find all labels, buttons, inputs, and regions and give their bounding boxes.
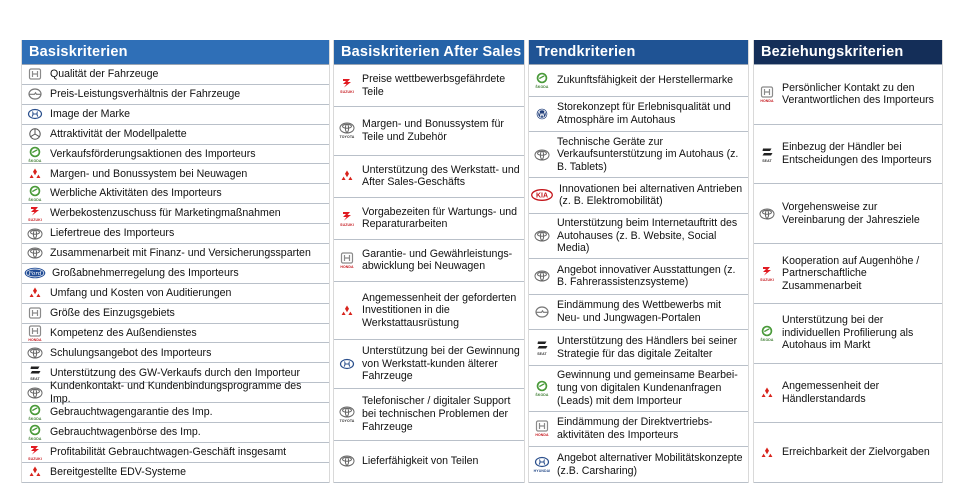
criterion-label: Gebrauchtwagenbörse des Imp. — [50, 426, 201, 439]
criterion-label: Margen- und Bonussystem bei Neuwagen — [50, 167, 248, 180]
criteria-row — [529, 366, 748, 412]
vw-icon — [532, 108, 552, 120]
brand-caption: SEAT — [762, 158, 772, 163]
criterion-label: Unterstützung des GW-Verkaufs durch den Importeur — [50, 366, 301, 379]
skoda-icon — [25, 185, 45, 202]
column-header: Basiskriterien — [22, 40, 329, 64]
criteria-row — [22, 463, 329, 483]
svg-text:Ford: Ford — [28, 271, 42, 278]
mitsubishi-icon — [337, 305, 357, 317]
criterion-label: Vorgehensweise zur Vereinbarung der Jahresziele — [782, 201, 920, 226]
criterion-label: Lieferfähigkeit von Teilen — [362, 455, 479, 468]
criteria-row — [22, 244, 329, 264]
criteria-row — [529, 412, 748, 448]
toyota-icon — [757, 208, 777, 220]
criteria-row — [754, 304, 942, 364]
toyota-icon — [25, 228, 45, 240]
criteria-row — [529, 132, 748, 178]
column-basiskriterien — [21, 40, 330, 483]
brand-caption: HONDA — [28, 337, 42, 342]
toyota-icon — [25, 387, 45, 399]
skoda-icon — [25, 424, 45, 441]
brand-caption: ŠKODA — [28, 417, 42, 422]
opel-icon — [25, 88, 45, 100]
criteria-row — [22, 264, 329, 284]
hyundai-icon — [25, 108, 45, 120]
criterion-label: Unterstützung bei der Gewinnung von Werkstatt-kunden älterer Fahrzeuge — [362, 345, 520, 383]
criterion-label: Preise wettbewerbsgefährdete Teile — [362, 72, 506, 98]
criteria-row — [754, 364, 942, 424]
brand-caption: SUZUKI — [340, 222, 354, 227]
toyota-icon — [25, 247, 45, 259]
criteria-row — [22, 204, 329, 224]
brand-caption: ŠKODA — [28, 198, 42, 203]
criteria-list — [334, 64, 524, 483]
brand-caption: ŠKODA — [28, 158, 42, 163]
column-header: Trendkriterien — [529, 40, 748, 64]
criterion-label: Unterstützung des Werkstatt- und After Sales-Geschäfts — [362, 163, 520, 189]
criteria-row — [529, 65, 748, 97]
mercedes-icon — [25, 128, 45, 140]
criteria-row — [334, 340, 524, 389]
suzuki-icon — [337, 210, 357, 227]
criteria-row — [22, 224, 329, 244]
criteria-row — [754, 65, 942, 125]
criterion-label: Eindämmung des Wettbewerbs mit Neu- und Jungwagen-Portalen — [557, 299, 722, 325]
criteria-row — [22, 65, 329, 85]
criteria-row — [754, 125, 942, 185]
toyota-icon — [337, 406, 357, 423]
toyota-icon — [532, 149, 552, 161]
suzuki-icon — [757, 265, 777, 282]
honda-icon — [532, 420, 552, 437]
column-header: Basiskriterien After Sales — [334, 40, 524, 64]
criteria-row — [754, 423, 942, 483]
brand-caption: SEAT — [537, 352, 547, 357]
criterion-label: Großabnehmerregelung des Importeurs — [52, 267, 239, 280]
criterion-label: Unterstützung des Händlers bei seiner Strategie für das digitale Zeitalter — [557, 335, 738, 360]
brand-caption: HONDA — [340, 264, 354, 269]
criteria-row — [529, 330, 748, 366]
skoda-icon — [25, 146, 45, 163]
hyundai-icon — [337, 358, 357, 370]
brand-caption: ŠKODA — [535, 84, 549, 89]
skoda-icon — [532, 72, 552, 89]
criteria-row — [22, 443, 329, 463]
criteria-row — [22, 403, 329, 423]
seat-icon — [757, 146, 777, 163]
criterion-label: Größe des Einzugsgebiets — [50, 306, 175, 319]
hyundai-icon — [532, 456, 552, 473]
brand-caption: SUZUKI — [760, 277, 774, 282]
skoda-icon — [757, 325, 777, 342]
criterion-label: Schulungsangebot des Importeurs — [50, 346, 212, 359]
criteria-row — [529, 259, 748, 295]
brand-caption: SEAT — [30, 377, 40, 382]
criteria-row — [529, 295, 748, 331]
criterion-label: Vorgabezeiten für Wartungs- und Reparaturarbeiten — [362, 205, 518, 231]
brand-caption: HONDA — [760, 98, 774, 103]
criteria-row — [334, 282, 524, 340]
criteria-row — [529, 97, 748, 133]
honda-icon — [757, 86, 777, 103]
criteria-row — [334, 156, 524, 198]
criteria-row — [334, 389, 524, 441]
criterion-label: Margen- und Bonussystem für Teile und Zubehör — [362, 118, 504, 143]
criterion-label: Werbekostenzuschuss für Marketingmaßnahmen — [50, 207, 281, 220]
criteria-row — [22, 105, 329, 125]
criteria-row — [22, 304, 329, 324]
criteria-row — [754, 184, 942, 244]
criterion-label: Liefertreue des Importeurs — [50, 227, 175, 240]
criteria-row — [529, 447, 748, 483]
criterion-label: Verkaufsförderungsaktionen des Importeurs — [50, 147, 256, 160]
criterion-label: Bereitgestellte EDV-Systeme — [50, 465, 187, 478]
brand-caption: TOYOTA — [339, 135, 355, 140]
criterion-label: Preis-Leistungsverhältnis der Fahrzeuge — [50, 88, 241, 101]
criteria-row — [334, 65, 524, 107]
criteria-list — [529, 64, 748, 483]
criterion-label: Angemessenheit der Händlerstandards — [782, 380, 880, 405]
criteria-row — [529, 214, 748, 260]
criterion-label: Einbezug der Händler bei Entscheidungen des Importeurs — [782, 141, 932, 167]
ford-icon — [23, 267, 47, 279]
criteria-row — [22, 423, 329, 443]
criterion-label: Qualität der Fahrzeuge — [50, 68, 159, 81]
kia-icon — [530, 189, 554, 201]
criterion-label: Unterstützung bei der individuellen Profilierung als Autohaus im Markt — [782, 314, 914, 352]
mitsubishi-icon — [757, 447, 777, 459]
criterion-label: Werbliche Aktivitäten des Importeurs — [50, 187, 222, 200]
brand-caption: HYUNDAI — [533, 469, 551, 474]
column-beziehungskriterien — [753, 40, 943, 483]
toyota-icon — [337, 122, 357, 139]
criterion-label: Angebot alternativer Mobilitätskonzepte (z.B. Carsharing) — [557, 452, 743, 477]
criterion-label: Attraktivität der Modellpalette — [50, 127, 187, 140]
seat-icon — [25, 364, 45, 381]
criteria-row — [22, 284, 329, 304]
skoda-icon — [25, 404, 45, 421]
column-trendkriterien — [528, 40, 749, 483]
criterion-label: Garantie- und Gewährleistungs-abwicklung bei Neuwagen — [362, 247, 513, 273]
criteria-row — [22, 145, 329, 165]
brand-caption: SUZUKI — [28, 456, 42, 461]
criterion-label: Unterstützung beim Internetauftritt des Autohauses (z. B. Website, Social Media) — [557, 216, 738, 255]
brand-caption: SUZUKI — [28, 218, 42, 223]
suzuki-icon — [25, 444, 45, 461]
criterion-label: Telefonischer / digitaler Support bei technischen Problemen der Fahrzeuge — [362, 395, 511, 433]
suzuki-icon — [337, 77, 357, 94]
suzuki-icon — [25, 205, 45, 222]
brand-caption: ŠKODA — [760, 337, 774, 342]
criterion-label: Zukunftsfähigkeit der Herstellermarke — [557, 74, 734, 87]
brand-caption: ŠKODA — [535, 392, 549, 397]
criterion-label: Zusammenarbeit mit Finanz- und Versicherungssparten — [50, 247, 311, 260]
criteria-row — [334, 107, 524, 156]
criterion-label: Kooperation auf Augenhöhe / Partnerschaftliche Zusammenarbeit — [782, 254, 920, 292]
svg-text:KIA: KIA — [535, 192, 549, 200]
criteria-row — [754, 244, 942, 304]
seat-icon — [532, 339, 552, 356]
criterion-label: Image der Marke — [50, 107, 131, 120]
criterion-label: Gebrauchtwagengarantie des Imp. — [50, 406, 213, 419]
criteria-row — [334, 198, 524, 240]
criteria-list — [22, 64, 329, 483]
criterion-label: Storekonzept für Erlebnisqualität und Atmosphäre im Autohaus — [557, 101, 731, 127]
criteria-row — [22, 324, 329, 344]
toyota-icon — [532, 270, 552, 282]
criterion-label: Persönlicher Kontakt zu den Verantwortlichen des Importeurs — [782, 81, 934, 107]
skoda-icon — [532, 380, 552, 397]
criteria-list — [754, 64, 942, 483]
criterion-label: Gewinnung und gemeinsame Bearbei-tung von digitalen Kundenanfragen (Leads) mit dem Importeur — [557, 369, 738, 407]
criteria-row — [334, 240, 524, 282]
criterion-label: Angemessenheit der geforderten Investitionen in die Werkstattausrüstung — [362, 291, 517, 329]
criterion-label: Erreichbarkeit der Zielvorgaben — [782, 446, 930, 459]
opel-icon — [532, 306, 552, 318]
column-basiskriterien-after-sales — [333, 40, 525, 483]
toyota-icon — [337, 455, 357, 467]
honda-icon — [25, 307, 45, 319]
brand-caption: TOYOTA — [339, 418, 355, 423]
mitsubishi-icon — [25, 466, 45, 478]
brand-caption: ŠKODA — [28, 436, 42, 441]
brand-caption: SUZUKI — [340, 90, 354, 95]
criterion-label: Kundenkontakt- und Kundenbindungsprogramme des Imp. — [50, 380, 302, 405]
criteria-row — [22, 164, 329, 184]
honda-icon — [25, 325, 45, 342]
criterion-label: Umfang und Kosten von Auditierungen — [50, 286, 232, 299]
criterion-label: Eindämmung der Direktvertriebs-aktivitäten des Importeurs — [557, 416, 713, 441]
toyota-icon — [532, 230, 552, 242]
honda-icon — [25, 68, 45, 80]
criteria-row — [22, 184, 329, 204]
criteria-row — [22, 125, 329, 145]
criterion-label: Profitabilität Gebrauchtwagen-Geschäft insgesamt — [50, 446, 287, 459]
mitsubishi-icon — [25, 168, 45, 180]
mitsubishi-icon — [757, 387, 777, 399]
criteria-row — [22, 85, 329, 105]
criteria-row — [22, 380, 329, 405]
toyota-icon — [25, 347, 45, 359]
criteria-row — [22, 343, 329, 363]
honda-icon — [337, 252, 357, 269]
criteria-row — [334, 441, 524, 483]
criterion-label: Kompetenz des Außendienstes — [50, 326, 197, 339]
criteria-row — [529, 178, 748, 214]
brand-caption: HONDA — [535, 433, 549, 438]
mitsubishi-icon — [25, 287, 45, 299]
mitsubishi-icon — [337, 170, 357, 182]
column-header: Beziehungskriterien — [754, 40, 942, 64]
criterion-label: Innovationen bei alternativen Antrieben (z. B. Elektromobilität) — [559, 182, 743, 208]
criterion-label: Technische Geräte zur Verkaufsunterstützung im Autohaus (z. B. Tablets) — [557, 135, 739, 173]
criterion-label: Angebot innovativer Ausstattungen (z. B. Fahrerassistenzsysteme) — [557, 263, 736, 289]
